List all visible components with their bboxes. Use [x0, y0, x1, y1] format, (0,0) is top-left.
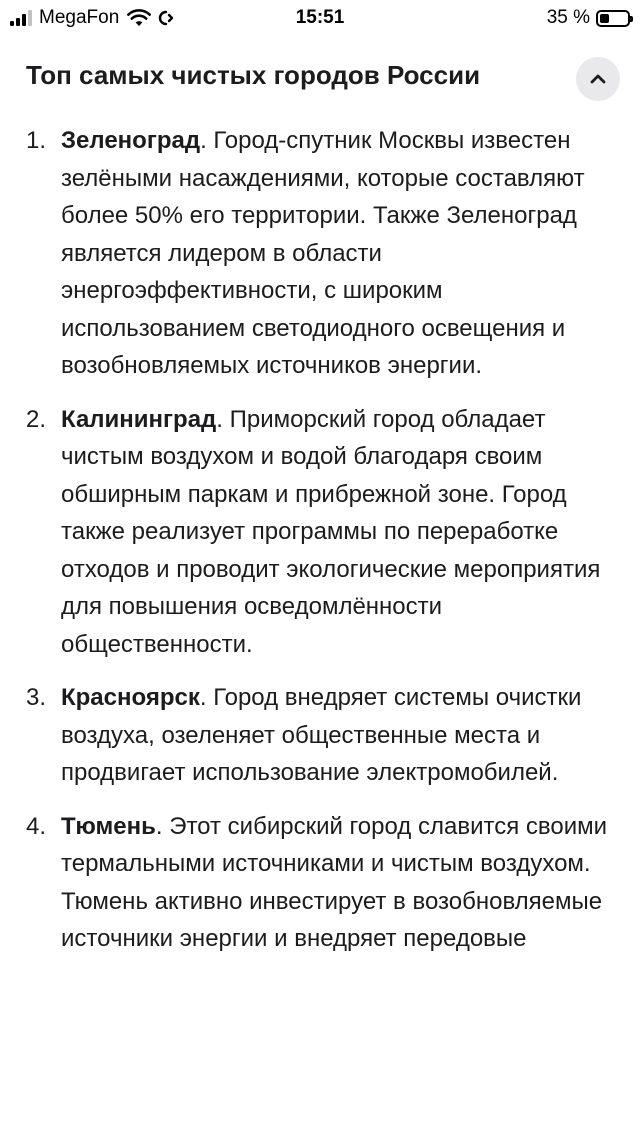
city-description: . Этот сибирский город славится своими термальными источниками и чистым воздухом. Тюмень активно инвестирует в возобновляемые источники энергии и внедряет передовые	[61, 812, 607, 952]
city-description: . Город внедряет системы очистки воздуха, озеленяет общественные места и продвигает использование электромобилей.	[61, 684, 582, 786]
city-name: Тюмень	[61, 812, 156, 840]
list-number: 2.	[26, 405, 47, 433]
status-right	[547, 6, 630, 30]
battery-percent: 35 %	[546, 7, 590, 28]
list-number: 1.	[26, 127, 47, 154]
status-bar	[0, 0, 640, 36]
city-name: Калининград	[61, 405, 217, 433]
chevron-up-icon	[587, 68, 609, 90]
battery-icon	[596, 10, 630, 27]
list-item-text	[61, 679, 621, 792]
city-name: Зеленоград	[61, 127, 201, 154]
collapse-button[interactable]	[576, 57, 620, 101]
carrier-name: MegaFon	[39, 7, 120, 28]
city-description: . Приморский город обладает чистым воздухом и водой благодаря своим обширным паркам и прибрежной зоне. Город также реализует программы по переработке отходов и проводит экологические мероприятия для повышения осведомлённости общественности.	[61, 405, 601, 658]
city-list	[26, 122, 626, 974]
status-time: 15:51	[295, 7, 345, 28]
list-item	[26, 808, 626, 958]
list-number: 3.	[26, 684, 47, 711]
city-description: . Город-спутник Москвы известен зелёными насаждениями, которые составляют более 50% его территории. Также Зеленоград является лидером в области энергоэффективности, с широким использованием светодиодного освещения и возобновляемых источников энергии.	[61, 127, 585, 379]
section-header	[26, 52, 626, 104]
list-item-text	[61, 122, 621, 385]
city-name: Красноярск	[61, 684, 200, 711]
list-item	[26, 122, 626, 385]
list-item-text	[61, 401, 621, 664]
battery-fill	[600, 14, 609, 23]
list-item	[26, 679, 626, 792]
list-item	[26, 401, 626, 664]
battery-tip	[630, 16, 633, 22]
list-item-text	[61, 808, 621, 958]
page-title: Топ самых чистых городов России	[26, 60, 481, 90]
list-number: 4.	[26, 812, 47, 840]
